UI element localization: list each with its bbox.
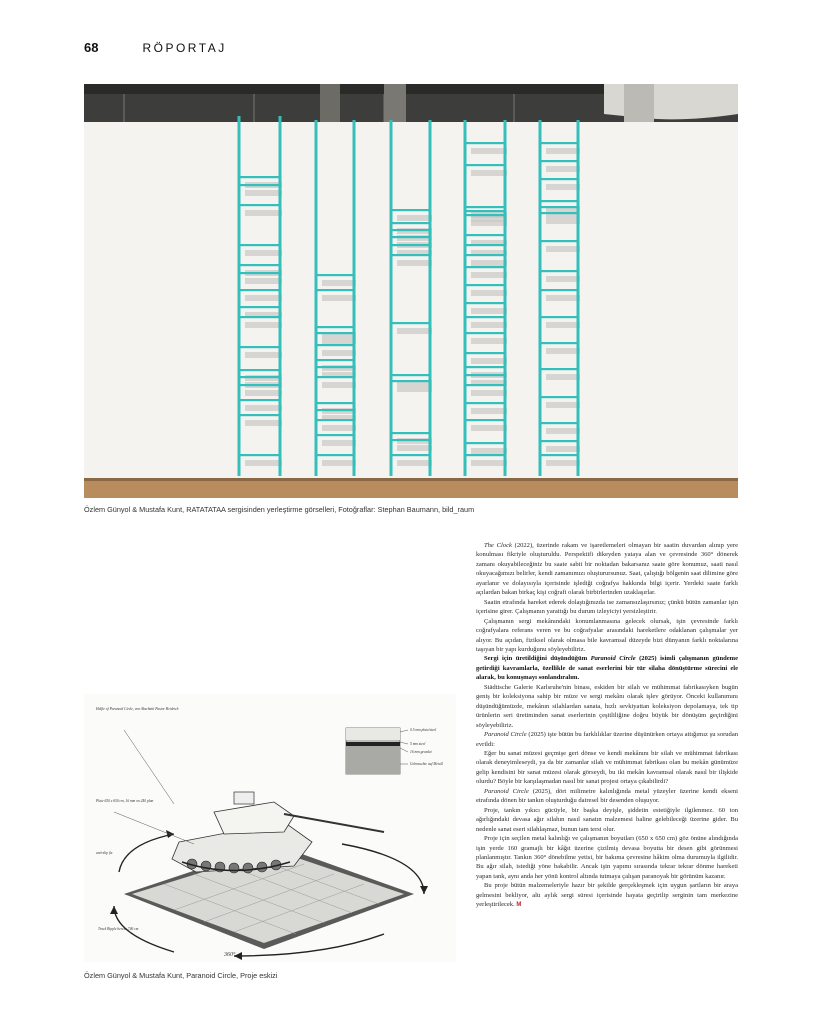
article-paragraph: Paranoid Circle (2025), dört milimetre kalınlığında metal yüzeyler üzerine kendi ekseni etrafında dönen bir tankın oluşturduğu dairesel bir desenden oluşuyor. — [476, 787, 738, 805]
ladder-rung — [239, 176, 280, 178]
article-paragraph: Eğer bu sanat müzesi geçmişe geri dönse ve kendi mekânını bir silah ve mühimmat fabrikası olarak deneyimleseydi, ya da bir zamanlar silah ve mühimmat fabrikası olan bu mekân günümüze gelip kendisini bir sanat müzesi olarak görseydi, bu iki mekân kavramsal olarak nasıl bir ilişkide olurdu? Böyle bir karşılaşmadan nasıl bir sanat projesi ortaya çıkabilirdi? — [476, 749, 738, 786]
ladder-rail — [504, 120, 507, 476]
sketch-note-top-left: Hälfte of Paranoid Circle, von Abschnitt Pastor Heidrich — [96, 707, 179, 711]
tank-sketch-drawing — [84, 694, 456, 962]
sketch-note-inset-4: Gebrauchte auf Metall — [410, 762, 443, 766]
ladder-rung — [316, 419, 354, 421]
paranoid-circle-sketch — [84, 694, 456, 962]
ladder-rung — [540, 240, 578, 242]
ladder-rung — [316, 409, 354, 411]
article-paragraph: The Clock (2022), üzerinde rakam ve işaretlemeleri olmayan bir saatin duvardan alınıp yere konulması fikriyle oluşturuldu. Perspektifi dikeyden yataya alan ve çevresinde 360° dönerek zamanı okuyabileceğiniz bu saate sabit bir noktadan bakarsanız saate göre konumuz, saati nasıl okuyacağımızı belirler, kendi zamanımızı oluşturursunuz. Saat, çalıştığı bölgenin saat dilimine göre ayarlanır ve dolayısıyla içerisinde işlediği coğrafya hakkında bilgi içerir. Yerdeki saate farklı açılardan bakan birkaç kişi coğrafi olarak birbirlerinden uzaklaşırlar. — [476, 542, 738, 597]
ladder-rung — [465, 454, 505, 456]
ladder-rung — [391, 229, 430, 231]
ladder-rung — [465, 419, 505, 421]
sketch-note-inset-3: 16 mm gewalzt — [410, 750, 432, 754]
ladder-rung — [391, 380, 430, 382]
ladder-rung — [465, 302, 505, 304]
installation-photo — [84, 84, 738, 498]
ladder-rung — [465, 352, 505, 354]
ladder-rung — [465, 366, 505, 368]
ladder-rung — [465, 384, 505, 386]
ladder-rung — [391, 439, 430, 441]
ladder-rung — [239, 184, 280, 186]
ladder-rung — [465, 210, 505, 212]
ladder-rung — [316, 326, 354, 328]
ladder-rail — [315, 120, 318, 476]
ladder-rung — [239, 384, 280, 386]
ladder-rung — [239, 289, 280, 291]
ladder-rung — [465, 142, 505, 144]
ladder-rung — [465, 244, 505, 246]
sketch-note-mid-left: Plate 650 x 650 cm, 16 mm on 240 plan — [96, 799, 154, 803]
article-paragraph: Proje için seçilen metal kalınlığı ve çalışmanın boyutları (650 x 650 cm) göz önüne alındığında işin yerde 160 gramajlı bir kâğıt üzerine çizilmiş devasa boyutta bir desen gibi görünmesi planlanmıştır. Tankın 360° dönebilme yetisi, bir bakıma çevresine hâkim olma durumuyla ilgilidir. Bu ağır silah, istediği yöne bakabilir. Ancak işin yapımı sırasında tekrar tekrar dönme hareketi yapan tank, aynı anda her yönü kontrol altında tutmaya çalışan paranoyak bir görünüm kazanır. — [476, 835, 738, 880]
ladder-rung — [465, 214, 505, 216]
sketch-note-inset-1: 0.5 mm plate/steel — [410, 728, 437, 732]
ladder-rail — [429, 120, 432, 476]
ladder-rung — [465, 402, 505, 404]
ladder-rung — [316, 289, 354, 291]
ladder-rung — [540, 422, 578, 424]
ladder-rung — [239, 316, 280, 318]
ladder-rung — [316, 402, 354, 404]
article-paragraph: Çalışmanın sergi mekânındaki konumlanmasına gelecek olursak, işin çevresinde farklı coğrafyalara referans veren ve bu coğrafyalar arasındaki hareketlere odaklanan çalışmalar yer alıyor. Bu açıdan, fiziksel olarak olmasa bile kavramsal düzeyde bizi dünyanın farklı noktalarına taşıyan bir yapı kurduğunu söyleyebiliriz. — [476, 617, 738, 653]
ladder-rung — [316, 359, 354, 361]
article-paragraph: Proje, tankın yıkıcı gücüyle, bir başka deyişle, şiddetin estetiğiyle ilgilenmez. 60 ton ağırlığındaki devasa ağır silahın nasıl sanatın malzemesi haline gelebileceği üzerine gider. Bu nedenle sanat eseri silahlaşmaz, bunun tam tersi olur. — [476, 806, 738, 833]
ladder-rung — [540, 368, 578, 370]
ladder-rung — [540, 206, 578, 208]
section-title: RÖPORTAJ — [142, 41, 227, 55]
ladder-rung — [239, 244, 280, 246]
ladder-rung — [465, 332, 505, 334]
article-paragraph: Saatin etrafında hareket ederek dolaştığınızda ise zamansızlaşırsınız; çünkü bütün zamanlar işin içerisine girer. Çalışmanın yarattığı bu durum izleyiciyi yersizleştirir. — [476, 598, 738, 616]
ladder-rung — [465, 442, 505, 444]
ladder-rung — [316, 454, 354, 456]
ladder-rung — [239, 264, 280, 266]
photo-caption-installation: Özlem Günyol & Mustafa Kunt, RATATATAA sergisinden yerleştirme görselleri, Fotoğraflar: Stephan Baumann, bild_raum — [84, 505, 475, 514]
ladder-rung — [316, 434, 354, 436]
article-paragraph: Paranoid Circle (2025) işte bütün bu farklılıklar üzerine düşünürken ortaya attığımız şu sorudan evrildi: — [476, 731, 738, 748]
ladders-installation-image — [84, 84, 738, 498]
ladder-rung — [239, 346, 280, 348]
ladder-rung — [391, 374, 430, 376]
ladder-rung — [391, 244, 430, 246]
ladder-rung — [540, 440, 578, 442]
ladder-rung — [465, 284, 505, 286]
ladder-rung — [239, 369, 280, 371]
ladder-rung — [540, 342, 578, 344]
ladder-rung — [540, 396, 578, 398]
ladder-rung — [391, 236, 430, 238]
ladder-rung — [239, 306, 280, 308]
ladder-rail — [238, 116, 241, 476]
article-text — [476, 541, 738, 911]
ladder-rung — [540, 454, 578, 456]
ladder-rung — [540, 160, 578, 162]
interview-question: Sergi için üretildiğini düşündüğüm Paranoid Circle (2025) isimli çalışmanın gündeme getirdiği kavramlarla, özellikle de sanat eserlerini bir tür silaha dönüştürme sürecini ele alarak, bu konuşmayı sonlandıralım. — [476, 655, 738, 682]
sketch-note-angle: 360° — [224, 952, 236, 958]
material-detail-inset — [346, 728, 400, 774]
sketch-note-bottom-left: Track Ripple bereits 746 cm — [98, 927, 139, 931]
ladder-rung — [465, 234, 505, 236]
ladder-rung — [540, 212, 578, 214]
ladder-rung — [239, 376, 280, 378]
ladder-rung — [465, 316, 505, 318]
ladder-rung — [239, 399, 280, 401]
sketch-note-inset-2: 5 mm steel — [410, 742, 426, 746]
ladder-rung — [316, 366, 354, 368]
ladder-rung — [316, 274, 354, 276]
page-header — [84, 40, 227, 55]
ladder-rail — [353, 120, 356, 476]
ladder-rung — [239, 454, 280, 456]
ladder-rung — [465, 374, 505, 376]
ladder-rail — [390, 120, 393, 476]
ladder-rung — [316, 376, 354, 378]
ladder-rung — [465, 266, 505, 268]
ladder-rung — [316, 344, 354, 346]
ladder-rung — [316, 332, 354, 334]
photo-caption-sketch: Özlem Günyol & Mustafa Kunt, Paranoid Circle, Proje eskizi — [84, 971, 278, 980]
end-mark-icon: M — [516, 902, 522, 909]
ladder-rung — [540, 178, 578, 180]
ladder-rung — [465, 164, 505, 166]
ladder-rung — [540, 289, 578, 291]
ladder-rail — [279, 116, 282, 476]
ladder-rung — [391, 222, 430, 224]
ladder-rung — [465, 254, 505, 256]
ladder-rung — [391, 209, 430, 211]
ladder-rung — [391, 322, 430, 324]
ladder-rung — [465, 206, 505, 208]
ladder-rung — [540, 142, 578, 144]
article-paragraph: Städtische Galerie Karlsruhe'nin binası, eskiden bir silah ve mühimmat fabrikasıyken bugün geniş bir koleksiyona sahip bir müze ve sergi mekânı olarak işlev görüyor. Önceki kullanımını düşündüğümüzde, mekânın silahlardan sanata, hızlı sevkiyattan koleksiyon depolamaya, tek tip ürünlerin seri üretiminden sanat eserlerinin çeşitliliğine doğru büyük bir dönüşüm geçirdiğini söyleyebiliriz. — [476, 683, 738, 729]
page-number: 68 — [84, 40, 99, 55]
ladder-rung — [239, 414, 280, 416]
ladder-rung — [540, 270, 578, 272]
ladder-rung — [239, 204, 280, 206]
article-paragraph: Bu proje bütün malzemeleriyle hazır bir şekilde gerçekleşmek için uygun şartların bir araya gelmesini bekliyor, altı aylık sergi süresi içerisinde hayata geçirilip serginin tam merkezine yerleştirilecek. M — [476, 882, 738, 909]
ladder-rung — [540, 316, 578, 318]
ladder-rung — [391, 454, 430, 456]
sketch-note-lower-left: anti-slip fix — [96, 851, 113, 855]
ladder-rung — [540, 200, 578, 202]
ladder-rung — [391, 254, 430, 256]
ladder-rung — [391, 432, 430, 434]
ladder-rail — [464, 120, 467, 476]
ladder-rung — [239, 272, 280, 274]
